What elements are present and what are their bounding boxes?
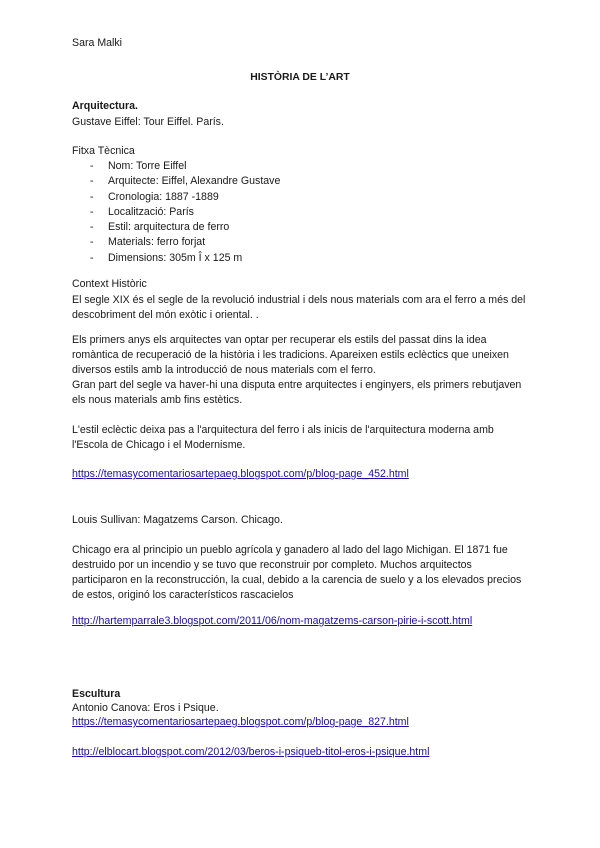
link-eros-i-psique[interactable]: http://elblocart.blogspot.com/2012/03/beros-i-psiqueb-titol-eros-i-psique.html	[72, 746, 430, 758]
list-item	[72, 220, 280, 235]
section-heading-escultura: Escultura	[72, 688, 121, 700]
work-title-canova: Antonio Canova: Eros i Psique.	[72, 702, 219, 714]
author-name: Sara Malki	[72, 37, 123, 49]
fitxa-heading: Fitxa Tècnica	[72, 145, 135, 157]
link-magatzems-carson[interactable]: http://hartemparrale3.blogspot.com/2011/06/nom-magatzems-carson-pirie-i-scott.html	[72, 615, 473, 627]
link-blog-page-827[interactable]: https://temasycomentariosartepaeg.blogspot.com/p/blog-page_827.html	[72, 716, 409, 728]
context-heading: Context Històric	[72, 278, 147, 290]
fitxa-item: Nom: Torre Eiffel	[108, 160, 187, 172]
paragraph-chicago-school: L'estil eclèctic deixa pas a l'arquitectura del ferro i als inicis de l'arquitectura moderna amb l'Escola de Chicago i el Modernisme.	[72, 424, 494, 451]
list-item	[72, 174, 280, 189]
paragraph-dispute: Gran part del segle va haver-hi una disputa entre arquitectes i enginyers, els primers rebutjaven els nous materials amb fins estètics.	[72, 379, 522, 406]
paragraph-chicago: Chicago era al principio un pueblo agrícola y ganadero al lado del lago Michigan. El 1871 fue destruido por un incendio y se tuvo que reconstruir por completo. Muchos arquitectos participaron en la reconstrucción, la cual, debido a la carencia de suelo y a los elevados precios de estos, originó los característicos rascacielos	[72, 544, 522, 601]
paragraph-eclectic-styles: Els primers anys els arquitectes van optar per recuperar els estils del passat dins la idea romàntica de recuperació de la història i les tradicions. Apareixen estils eclèctics que uneixen diversos estils amb la introducció de nous materials com el ferro.	[72, 334, 509, 376]
page-title: HISTÒRIA DE L’ART	[250, 72, 350, 83]
fitxa-item: Dimensions: 305m Î x 125 m	[108, 251, 243, 264]
fitxa-item: Cronologia: 1887 -1889	[108, 190, 219, 203]
context-paragraph: El segle XIX és el segle de la revolució industrial i dels nous materials com ara el ferro a més del descobriment del món exòtic i oriental. .	[72, 294, 526, 321]
list-item	[72, 190, 280, 205]
list-dash: -	[90, 160, 94, 172]
list-dash: -	[90, 251, 94, 264]
list-dash: -	[90, 236, 94, 249]
section-heading-arquitectura: Arquitectura.	[72, 100, 138, 112]
list-dash: -	[90, 190, 94, 203]
link-blog-page-452[interactable]: https://temasycomentariosartepaeg.blogspot.com/p/blog-page_452.html	[72, 468, 409, 480]
list-dash: -	[90, 205, 94, 218]
list-item	[72, 159, 280, 174]
list-item	[72, 235, 280, 250]
list-item	[72, 251, 280, 266]
list-dash: -	[90, 175, 94, 188]
fitxa-item: Arquitecte: Eiffel, Alexandre Gustave	[108, 175, 281, 188]
fitxa-item: Estil: arquitectura de ferro	[108, 221, 230, 234]
list-item	[72, 205, 280, 220]
fitxa-list	[72, 159, 280, 266]
list-dash: -	[90, 221, 94, 234]
work-title-eiffel: Gustave Eiffel: Tour Eiffel. París.	[72, 116, 224, 128]
fitxa-item: Localització: París	[108, 205, 194, 218]
work-title-sullivan: Louis Sullivan: Magatzems Carson. Chicago.	[72, 514, 283, 526]
fitxa-item: Materials: ferro forjat	[108, 236, 206, 249]
